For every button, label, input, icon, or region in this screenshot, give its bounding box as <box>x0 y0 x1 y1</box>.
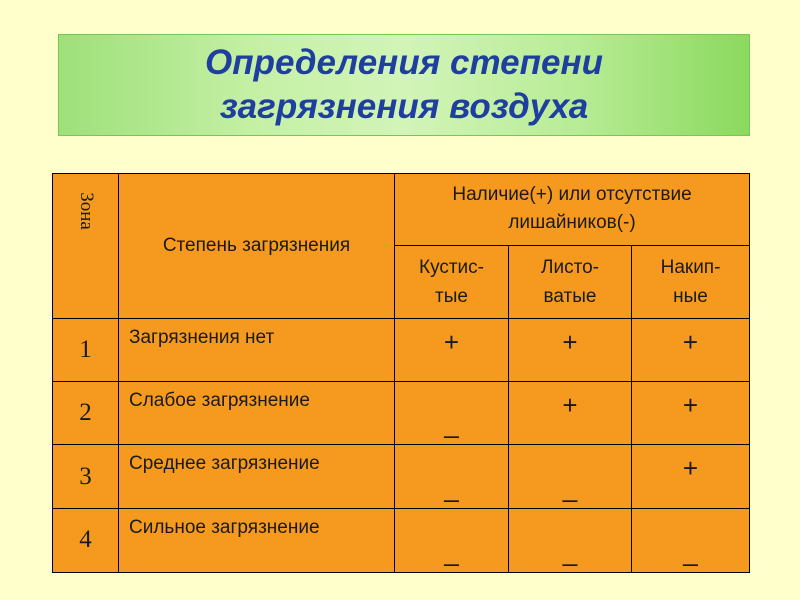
degree-cell: Среднее загрязнение <box>119 445 395 508</box>
table-row <box>53 382 750 445</box>
degree-cell: Загрязнения нет <box>119 318 395 381</box>
degree-cell: Слабое загрязнение <box>119 382 395 445</box>
title-line-2: загрязнения воздуха <box>219 87 589 126</box>
zone-number: 2 <box>53 382 119 445</box>
lichen-header-shrubby-line2: тые <box>435 285 468 307</box>
lichen-header-shrubby <box>395 245 509 318</box>
zone-number: 4 <box>53 508 119 572</box>
presence-header: Наличие(+) или отсутствие лишайников(-) <box>395 174 750 246</box>
table-row <box>53 318 750 381</box>
mark-crustose: _ <box>632 508 750 572</box>
mark-crustose: + <box>632 318 750 381</box>
degree-header: Степень загрязнения <box>119 174 395 319</box>
zone-number: 3 <box>53 445 119 508</box>
zone-number: 1 <box>53 318 119 381</box>
mark-crustose: + <box>632 445 750 508</box>
zone-header: Зона <box>75 192 97 230</box>
title-banner <box>58 34 750 136</box>
lichen-header-shrubby-line1: Кустис- <box>419 256 484 278</box>
mark-shrubby: _ <box>395 508 509 572</box>
table-row <box>53 445 750 508</box>
mark-shrubby: _ <box>395 382 509 445</box>
lichen-header-leafy-line2: ватые <box>543 285 597 307</box>
lichen-header-leafy <box>509 245 632 318</box>
title-line-1: Определения степени <box>205 43 603 82</box>
mark-leafy: _ <box>509 445 632 508</box>
mark-crustose: + <box>632 382 750 445</box>
mark-shrubby: + <box>395 318 509 381</box>
lichen-header-crustose-line1: Накип- <box>660 256 721 278</box>
mark-leafy: + <box>509 318 632 381</box>
lichen-header-leafy-line1: Листо- <box>541 256 599 278</box>
mark-leafy: _ <box>509 508 632 572</box>
zone-header-cell <box>53 174 119 319</box>
pollution-table <box>52 173 750 573</box>
lichen-header-crustose-line2: ные <box>673 285 708 307</box>
lichen-header-crustose <box>632 245 750 318</box>
mark-leafy: + <box>509 382 632 445</box>
mark-shrubby: _ <box>395 445 509 508</box>
table-row <box>53 508 750 572</box>
degree-cell: Сильное загрязнение <box>119 508 395 572</box>
